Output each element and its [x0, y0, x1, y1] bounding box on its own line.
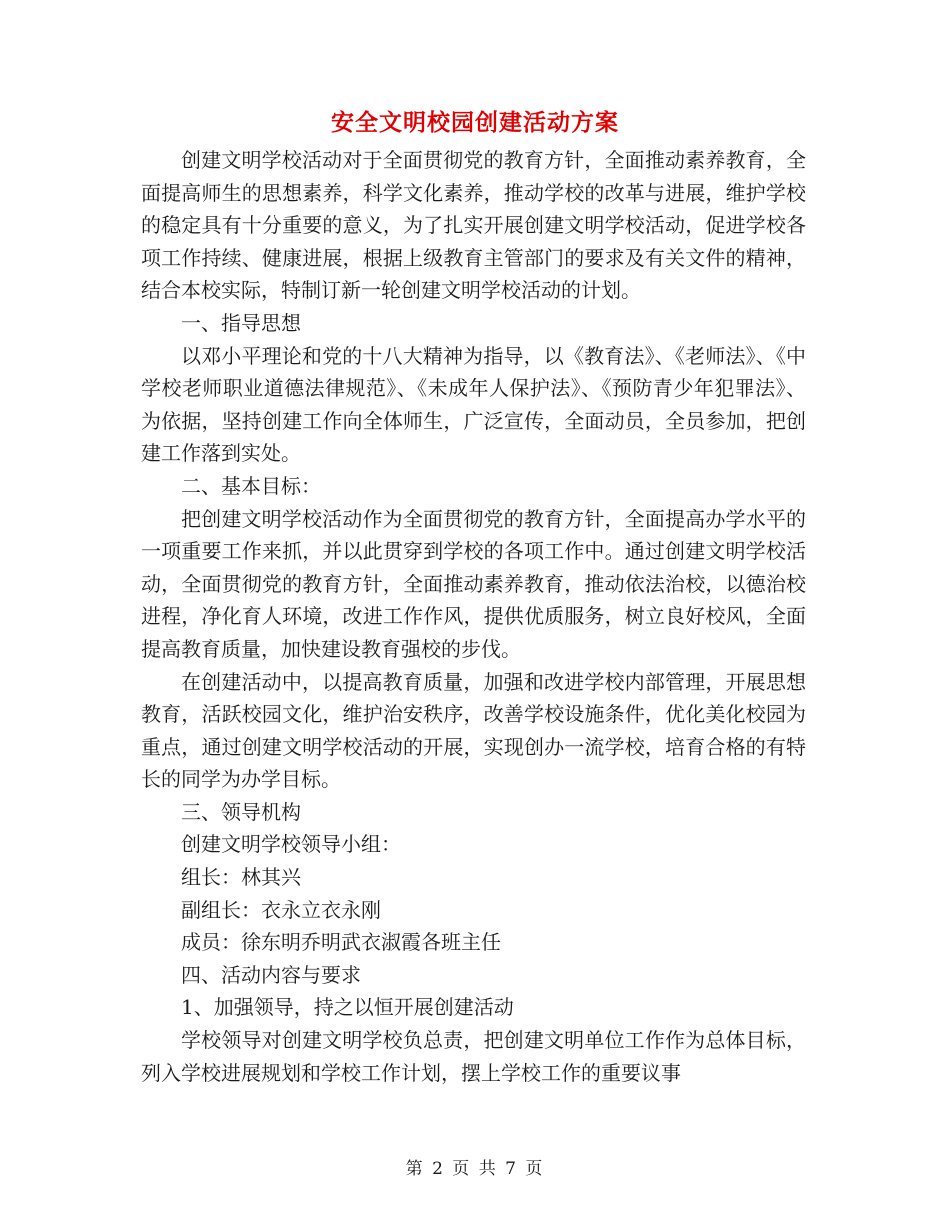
paragraph-basic-goals-1: 把创建文明学校活动作为全面贯彻党的教育方针，全面提高办学水平的一项重要工作来抓，并以此贯穿到学校的各项工作中。通过创建文明学校活动，全面贯彻党的教育方针，全面推动素养教育，推动依法治校，以德治校进程，净化育人环境，改进工作作风，提供优质服务，树立良好校风，全面提高教育质量，加快建设教育强校的步伐。 — [141, 506, 806, 661]
paragraph-leadership-group: 创建文明学校领导小组： — [181, 832, 401, 857]
paragraph-guiding-ideology: 以邓小平理论和党的十八大精神为指导，以《教育法》、《老师法》、《中学校老师职业道德法律规范》、《未成年人保护法》、《预防青少年犯罪法》、为依据，坚持创建工作向全体师生，广泛宣传，全面动员，全员参加，把创建工作落到实处。 — [141, 343, 806, 466]
subsection-heading-strengthen-leadership: 1、加强领导，持之以恒开展创建活动 — [181, 995, 514, 1020]
paragraph-members: 成员：徐东明乔明武衣淑霞各班主任 — [181, 930, 501, 955]
section-heading-basic-goals: 二、基本目标： — [181, 473, 321, 498]
page-number-footer: 第 2 页 共 7 页 — [405, 1159, 545, 1179]
paragraph-intro: 创建文明学校活动对于全面贯彻党的教育方针，全面推动素养教育，全面提高师生的思想素养，科学文化素养，推动学校的改革与进展，维护学校的稳定具有十分重要的意义，为了扎实开展创建文明学校活动，促进学校各项工作持续、健康进展，根据上级教育主管部门的要求及有关文件的精神，结合本校实际，特制订新一轮创建文明学校活动的计划。 — [141, 148, 806, 303]
section-heading-leadership: 三、领导机构 — [181, 799, 301, 824]
section-heading-activities: 四、活动内容与要求 — [181, 962, 361, 987]
document-title: 安全文明校园创建活动方案 — [331, 109, 619, 136]
paragraph-strengthen-leadership: 学校领导对创建文明学校负总责，把创建文明单位工作作为总体目标，列入学校进展规划和学校工作计划，摆上学校工作的重要议事 — [141, 1028, 806, 1085]
paragraph-deputy-leader: 副组长：衣永立衣永刚 — [181, 897, 381, 922]
section-heading-guiding-ideology: 一、指导思想 — [181, 310, 301, 335]
paragraph-group-leader: 组长：林其兴 — [181, 865, 301, 890]
document-body — [141, 144, 806, 1089]
paragraph-basic-goals-2: 在创建活动中，以提高教育质量，加强和改进学校内部管理，开展思想教育，活跃校园文化，维护治安秩序，改善学校设施条件，优化美化校园为重点，通过创建文明学校活动的开展，实现创办一流学校，培育合格的有特长的同学为办学目标。 — [141, 669, 806, 792]
